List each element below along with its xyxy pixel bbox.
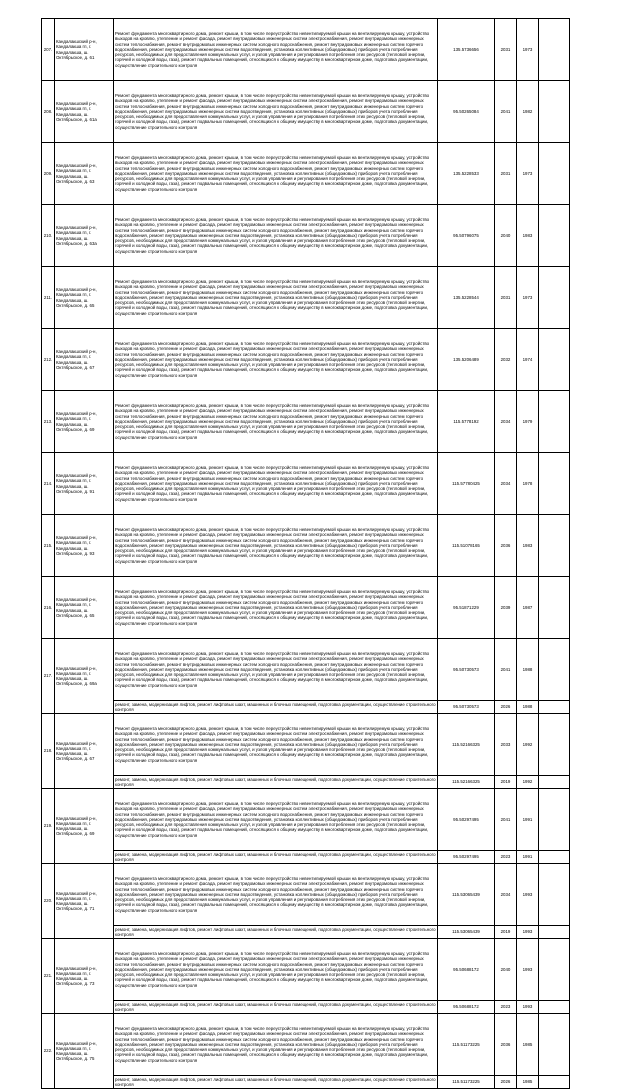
house-address: Кандалакшский р-н, Кандалакша гп, г. Кандалакша, ш. Октябрьское, д. 69а — [55, 639, 114, 714]
empty-cell — [539, 329, 570, 391]
empty-cell — [539, 19, 570, 81]
planned-year: 2031 — [495, 143, 517, 205]
build-year: 1979 — [517, 391, 539, 453]
work-description: Ремонт фундамента многоквартирного дома, ремонт крыши, в том числе переустройство невентилируемой крыши на вентилируемую крышу, устройство выходов на кровлю, утепление и ремонт фасада, ремонт внутридомовых инженерных систем электроснабжения, ремонт внутридомовых инженерных систем теплоснабжения, ремонт внутридомовых инженерных систем холодного водоснабжения, ремонт внутридомовых инженерных систем горячего водоснабжения, ремонт внутридомовых инженерных систем водоотведения, установка коллективных (общедомовых) приборов учета потребления ресурсов, необходимых для предоставления коммунальных услуг, и узлов управления и регулирования потребления этих ресурсов (тепловой энергии, горячей и холодной воды, газа), ремонт подвальных помещений, относящихся к общему имуществу в многоквартирном доме, подготовка документации, осуществление строительного контроля — [114, 1014, 438, 1076]
build-year: 1982 — [517, 81, 539, 143]
cost-value: 135.5228533 — [438, 143, 495, 205]
cost-value: 115.57780425 — [438, 453, 495, 515]
planned-year: 2031 — [495, 19, 517, 81]
work-description: Ремонт фундамента многоквартирного дома, ремонт крыши, в том числе переустройство невентилируемой крыши на вентилируемую крышу, устройство выходов на кровлю, утепление и ремонт фасада, ремонт внутридомовых инженерных систем электроснабжения, ремонт внутридомовых инженерных систем теплоснабжения, ремонт внутридомовых инженерных систем холодного водоснабжения, ремонт внутридомовых инженерных систем горячего водоснабжения, ремонт внутридомовых инженерных систем водоотведения, установка коллективных (общедомовых) приборов учета потребления ресурсов, необходимых для предоставления коммунальных услуг, и узлов управления и регулирования потребления этих ресурсов (тепловой энергии, горячей и холодной воды, газа), ремонт подвальных помещений, относящихся к общему имуществу в многоквартирном доме, подготовка документации, осуществление строительного контроля — [114, 515, 438, 577]
empty-cell — [539, 515, 570, 577]
build-year: 1978 — [517, 453, 539, 515]
cost-value: 115.53065439 — [438, 864, 495, 926]
row-number: 213. — [42, 391, 55, 453]
build-year: 1988 — [517, 701, 539, 714]
build-year: 1993 — [517, 926, 539, 939]
work-description: ремонт, замена, модернизация лифтов, ремонт лифтовых шахт, машинных и блочных помещений, подготовка документации, осуществление строительного контроля — [115, 701, 436, 712]
empty-cell — [539, 864, 570, 926]
empty-cell — [539, 453, 570, 515]
empty-cell — [539, 205, 570, 267]
planned-year: 2034 — [495, 391, 517, 453]
work-description: Ремонт фундамента многоквартирного дома, ремонт крыши, в том числе переустройство невентилируемой крыши на вентилируемую крышу, устройство выходов на кровлю, утепление и ремонт фасада, ремонт внутридомовых инженерных систем электроснабжения, ремонт внутридомовых инженерных систем теплоснабжения, ремонт внутридомовых инженерных систем холодного водоснабжения, ремонт внутридомовых инженерных систем горячего водоснабжения, ремонт внутридомовых инженерных систем водоотведения, установка коллективных (общедомовых) приборов учета потребления ресурсов, необходимых для предоставления коммунальных услуг, и узлов управления и регулирования потребления этих ресурсов (тепловой энергии, горячей и холодной воды, газа), ремонт подвальных помещений, относящихся к общему имуществу в многоквартирном доме, подготовка документации, осуществление строительного контроля — [114, 864, 438, 926]
work-description: ремонт, замена, модернизация лифтов, ремонт лифтовых шахт, машинных и блочных помещений, подготовка документации, осуществление строительного контроля — [115, 1001, 436, 1012]
house-address: Кандалакшский р-н, Кандалакша гп, г. Кандалакша, ш. Октябрьское, д. 67 — [55, 714, 114, 789]
house-address: Кандалакшский р-н, Кандалакша гп, г. Кандалакша, ш. Октябрьское, д. 63 — [55, 143, 114, 205]
empty-cell — [539, 639, 570, 701]
build-year: 1974 — [517, 329, 539, 391]
cost-value: 95.50297495 — [438, 851, 495, 864]
work-description: Ремонт фундамента многоквартирного дома, ремонт крыши, в том числе переустройство невентилируемой крыши на вентилируемую крышу, устройство выходов на кровлю, утепление и ремонт фасада, ремонт внутридомовых инженерных систем электроснабжения, ремонт внутридомовых инженерных систем теплоснабжения, ремонт внутридомовых инженерных систем холодного водоснабжения, ремонт внутридомовых инженерных систем горячего водоснабжения, ремонт внутридомовых инженерных систем водоотведения, установка коллективных (общедомовых) приборов учета потребления ресурсов, необходимых для предоставления коммунальных услуг, и узлов управления и регулирования потребления этих ресурсов (тепловой энергии, горячей и холодной воды, газа), ремонт подвальных помещений, относящихся к общему имуществу в многоквартирном доме, подготовка документации, осуществление строительного контроля — [114, 577, 438, 639]
build-year: 1983 — [517, 515, 539, 577]
planned-year: 2019 — [495, 926, 517, 939]
house-address: Кандалакшский р-н, Кандалакша гп, г. Кандалакша, ш. Октябрьское, д. 65 — [55, 267, 114, 329]
empty-cell — [539, 714, 570, 776]
cost-value: 115.53065439 — [438, 926, 495, 939]
planned-year: 2034 — [495, 453, 517, 515]
house-address: Кандалакшский р-н, Кандалакша гп, г. Кандалакша, ш. Октябрьское, д. 75 — [55, 1014, 114, 1089]
planned-year: 2034 — [495, 864, 517, 926]
row-number: 217. — [42, 639, 55, 714]
row-number: 221. — [42, 939, 55, 1014]
cost-value: 115.52166325 — [438, 714, 495, 776]
cost-value: 95.50796075 — [438, 205, 495, 267]
work-description: Ремонт фундамента многоквартирного дома, ремонт крыши, в том числе переустройство невентилируемой крыши на вентилируемую крышу, устройство выходов на кровлю, утепление и ремонт фасада, ремонт внутридомовых инженерных систем электроснабжения, ремонт внутридомовых инженерных систем теплоснабжения, ремонт внутридомовых инженерных систем холодного водоснабжения, ремонт внутридомовых инженерных систем горячего водоснабжения, ремонт внутридомовых инженерных систем водоотведения, установка коллективных (общедомовых) приборов учета потребления ресурсов, необходимых для предоставления коммунальных услуг, и узлов управления и регулирования потребления этих ресурсов (тепловой энергии, горячей и холодной воды, газа), ремонт подвальных помещений, относящихся к общему имуществу в многоквартирном доме, подготовка документации, осуществление строительного контроля — [114, 453, 438, 515]
house-address: Кандалакшский р-н, Кандалакша гп, г. Кандалакша, ш. Октябрьское, д. 93 — [55, 515, 114, 577]
empty-cell — [539, 1014, 570, 1076]
house-address: Кандалакшский р-н, Кандалакша гп, г. Кандалакша, ш. Октябрьское, д. 69 — [55, 789, 114, 864]
cost-value: 135.5736656 — [438, 19, 495, 81]
cost-value: 135.5206489 — [438, 329, 495, 391]
cost-value: 115.52166325 — [438, 776, 495, 789]
table-row — [42, 329, 570, 391]
work-description: Ремонт фундамента многоквартирного дома, ремонт крыши, в том числе переустройство невентилируемой крыши на вентилируемую крышу, устройство выходов на кровлю, утепление и ремонт фасада, ремонт внутридомовых инженерных систем электроснабжения, ремонт внутридомовых инженерных систем теплоснабжения, ремонт внутридомовых инженерных систем холодного водоснабжения, ремонт внутридомовых инженерных систем горячего водоснабжения, ремонт внутридомовых инженерных систем водоотведения, установка коллективных (общедомовых) приборов учета потребления ресурсов, необходимых для предоставления коммунальных услуг, и узлов управления и регулирования потребления этих ресурсов (тепловой энергии, горячей и холодной воды, газа), ремонт подвальных помещений, относящихся к общему имуществу в многоквартирном доме, подготовка документации, осуществление строительного контроля — [114, 939, 438, 1001]
planned-year: 2036 — [495, 515, 517, 577]
table-row — [42, 1001, 570, 1014]
build-year: 1988 — [517, 639, 539, 701]
empty-cell — [539, 939, 570, 1001]
table-row — [42, 639, 570, 701]
table-row — [42, 19, 570, 81]
build-year: 1985 — [517, 1014, 539, 1076]
empty-cell — [539, 926, 570, 939]
build-year: 1973 — [517, 143, 539, 205]
work-description: ремонт, замена, модернизация лифтов, ремонт лифтовых шахт, машинных и блочных помещений, подготовка документации, осуществление строительного контроля — [115, 1076, 436, 1087]
work-description: Ремонт фундамента многоквартирного дома, ремонт крыши, в том числе переустройство невентилируемой крыши на вентилируемую крышу, устройство выходов на кровлю, утепление и ремонт фасада, ремонт внутридомовых инженерных систем электроснабжения, ремонт внутридомовых инженерных систем теплоснабжения, ремонт внутридомовых инженерных систем холодного водоснабжения, ремонт внутридомовых инженерных систем горячего водоснабжения, ремонт внутридомовых инженерных систем водоотведения, установка коллективных (общедомовых) приборов учета потребления ресурсов, необходимых для предоставления коммунальных услуг, и узлов управления и регулирования потребления этих ресурсов (тепловой энергии, горячей и холодной воды, газа), ремонт подвальных помещений, относящихся к общему имуществу в многоквартирном доме, подготовка документации, осуществление строительного контроля — [114, 267, 438, 329]
row-number: 211. — [42, 267, 55, 329]
cost-value: 115.5778192 — [438, 391, 495, 453]
house-address: Кандалакшский р-н, Кандалакша гп, г. Кандалакша, ш. Октябрьское, д. 67 — [55, 329, 114, 391]
table-row — [42, 205, 570, 267]
work-description: Ремонт фундамента многоквартирного дома, ремонт крыши, в том числе переустройство невентилируемой крыши на вентилируемую крышу, устройство выходов на кровлю, утепление и ремонт фасада, ремонт внутридомовых инженерных систем электроснабжения, ремонт внутридомовых инженерных систем теплоснабжения, ремонт внутридомовых инженерных систем холодного водоснабжения, ремонт внутридомовых инженерных систем горячего водоснабжения, ремонт внутридомовых инженерных систем водоотведения, установка коллективных (общедомовых) приборов учета потребления ресурсов, необходимых для предоставления коммунальных услуг, и узлов управления и регулирования потребления этих ресурсов (тепловой энергии, горячей и холодной воды, газа), ремонт подвальных помещений, относящихся к общему имуществу в многоквартирном доме, подготовка документации, осуществление строительного контроля — [114, 391, 438, 453]
table-row — [42, 391, 570, 453]
build-year: 1993 — [517, 864, 539, 926]
work-description: Ремонт фундамента многоквартирного дома, ремонт крыши, в том числе переустройство невентилируемой крыши на вентилируемую крышу, устройство выходов на кровлю, утепление и ремонт фасада, ремонт внутридомовых инженерных систем электроснабжения, ремонт внутридомовых инженерных систем теплоснабжения, ремонт внутридомовых инженерных систем холодного водоснабжения, ремонт внутридомовых инженерных систем горячего водоснабжения, ремонт внутридомовых инженерных систем водоотведения, установка коллективных (общедомовых) приборов учета потребления ресурсов, необходимых для предоставления коммунальных услуг, и узлов управления и регулирования потребления этих ресурсов (тепловой энергии, горячей и холодной воды, газа), ремонт подвальных помещений, относящихся к общему имуществу в многоквартирном доме, подготовка документации, осуществление строительного контроля — [114, 19, 438, 81]
empty-cell — [539, 143, 570, 205]
house-address: Кандалакшский р-н, Кандалакша гп, г. Кандалакша, ш. Октябрьское, д. 73 — [55, 939, 114, 1014]
planned-year: 2040 — [495, 205, 517, 267]
empty-cell — [539, 851, 570, 864]
work-description: ремонт, замена, модернизация лифтов, ремонт лифтовых шахт, машинных и блочных помещений, подготовка документации, осуществление строительного контроля — [115, 776, 436, 787]
build-year: 1991 — [517, 789, 539, 851]
house-address: Кандалакшский р-н, Кандалакша гп, г. Кандалакша, ш. Октябрьское, д. 65 — [55, 577, 114, 639]
row-number: 209. — [42, 143, 55, 205]
table-body — [42, 19, 570, 1089]
cost-value: 95.51871229 — [438, 577, 495, 639]
table-row — [42, 81, 570, 143]
empty-cell — [539, 81, 570, 143]
house-address: Кандалакшский р-н, Кандалакша гп, г. Кандалакша, ш. Октябрьское, д. 61 — [55, 19, 114, 81]
empty-cell — [539, 391, 570, 453]
planned-year: 2041 — [495, 81, 517, 143]
build-year: 1987 — [517, 577, 539, 639]
house-address: Кандалакшский р-н, Кандалакша гп, г. Кандалакша, ш. Октябрьское, д. 91 — [55, 453, 114, 515]
house-address: Кандалакшский р-н, Кандалакша гп, г. Кандалакша, ш. Октябрьское, д. 63а — [55, 205, 114, 267]
cost-value: 95.50297495 — [438, 789, 495, 851]
table-row — [42, 143, 570, 205]
planned-year: 2026 — [495, 1076, 517, 1089]
build-year: 1992 — [517, 714, 539, 776]
build-year: 1983 — [517, 205, 539, 267]
planned-year: 2026 — [495, 701, 517, 714]
table-row — [42, 851, 570, 864]
table-row — [42, 701, 570, 714]
empty-cell — [539, 789, 570, 851]
cost-value: 115.51173225 — [438, 1076, 495, 1089]
build-year: 1991 — [517, 851, 539, 864]
work-description: Ремонт фундамента многоквартирного дома, ремонт крыши, в том числе переустройство невентилируемой крыши на вентилируемую крышу, устройство выходов на кровлю, утепление и ремонт фасада, ремонт внутридомовых инженерных систем электроснабжения, ремонт внутридомовых инженерных систем теплоснабжения, ремонт внутридомовых инженерных систем холодного водоснабжения, ремонт внутридомовых инженерных систем горячего водоснабжения, ремонт внутридомовых инженерных систем водоотведения, установка коллективных (общедомовых) приборов учета потребления ресурсов, необходимых для предоставления коммунальных услуг, и узлов управления и регулирования потребления этих ресурсов (тепловой энергии, горячей и холодной воды, газа), ремонт подвальных помещений, относящихся к общему имуществу в многоквартирном доме, подготовка документации, осуществление строительного контроля — [114, 789, 438, 851]
row-number: 214. — [42, 453, 55, 515]
table-row — [42, 789, 570, 851]
planned-year: 2023 — [495, 851, 517, 864]
table-row — [42, 453, 570, 515]
planned-year: 2041 — [495, 789, 517, 851]
planned-year: 2019 — [495, 776, 517, 789]
work-description: ремонт, замена, модернизация лифтов, ремонт лифтовых шахт, машинных и блочных помещений, подготовка документации, осуществление строительного контроля — [115, 926, 436, 937]
row-number: 219. — [42, 789, 55, 864]
empty-cell — [539, 701, 570, 714]
row-number: 208. — [42, 81, 55, 143]
cost-value: 95.50730573 — [438, 639, 495, 701]
planned-year: 2040 — [495, 939, 517, 1001]
empty-cell — [539, 1076, 570, 1089]
table-row — [42, 926, 570, 939]
work-description: Ремонт фундамента многоквартирного дома, ремонт крыши, в том числе переустройство невентилируемой крыши на вентилируемую крышу, устройство выходов на кровлю, утепление и ремонт фасада, ремонт внутридомовых инженерных систем электроснабжения, ремонт внутридомовых инженерных систем теплоснабжения, ремонт внутридомовых инженерных систем холодного водоснабжения, ремонт внутридомовых инженерных систем горячего водоснабжения, ремонт внутридомовых инженерных систем водоотведения, установка коллективных (общедомовых) приборов учета потребления ресурсов, необходимых для предоставления коммунальных услуг, и узлов управления и регулирования потребления этих ресурсов (тепловой энергии, горячей и холодной воды, газа), ремонт подвальных помещений, относящихся к общему имуществу в многоквартирном доме, подготовка документации, осуществление строительного контроля — [114, 81, 438, 143]
row-number: 212. — [42, 329, 55, 391]
planned-year: 2039 — [495, 577, 517, 639]
row-number: 207. — [42, 19, 55, 81]
table-row — [42, 939, 570, 1001]
table-row — [42, 864, 570, 926]
planned-year: 2041 — [495, 639, 517, 701]
planned-year: 2031 — [495, 267, 517, 329]
planned-year: 2023 — [495, 1001, 517, 1014]
table-row — [42, 714, 570, 776]
cost-value: 115.51078165 — [438, 515, 495, 577]
work-description: Ремонт фундамента многоквартирного дома, ремонт крыши, в том числе переустройство невентилируемой крыши на вентилируемую крышу, устройство выходов на кровлю, утепление и ремонт фасада, ремонт внутридомовых инженерных систем электроснабжения, ремонт внутридомовых инженерных систем теплоснабжения, ремонт внутридомовых инженерных систем холодного водоснабжения, ремонт внутридомовых инженерных систем горячего водоснабжения, ремонт внутридомовых инженерных систем водоотведения, установка коллективных (общедомовых) приборов учета потребления ресурсов, необходимых для предоставления коммунальных услуг, и узлов управления и регулирования потребления этих ресурсов (тепловой энергии, горячей и холодной воды, газа), ремонт подвальных помещений, относящихся к общему имуществу в многоквартирном доме, подготовка документации, осуществление строительного контроля — [114, 714, 438, 776]
cost-value: 135.5228544 — [438, 267, 495, 329]
cost-value: 95.50265084 — [438, 81, 495, 143]
table-row — [42, 267, 570, 329]
build-year: 1993 — [517, 1001, 539, 1014]
table-row — [42, 515, 570, 577]
build-year: 1973 — [517, 267, 539, 329]
table-row — [42, 776, 570, 789]
cost-value: 95.50688172 — [438, 1001, 495, 1014]
empty-cell — [539, 1001, 570, 1014]
work-description: Ремонт фундамента многоквартирного дома, ремонт крыши, в том числе переустройство невентилируемой крыши на вентилируемую крышу, устройство выходов на кровлю, утепление и ремонт фасада, ремонт внутридомовых инженерных систем электроснабжения, ремонт внутридомовых инженерных систем теплоснабжения, ремонт внутридомовых инженерных систем холодного водоснабжения, ремонт внутридомовых инженерных систем горячего водоснабжения, ремонт внутридомовых инженерных систем водоотведения, установка коллективных (общедомовых) приборов учета потребления ресурсов, необходимых для предоставления коммунальных услуг, и узлов управления и регулирования потребления этих ресурсов (тепловой энергии, горячей и холодной воды, газа), ремонт подвальных помещений, относящихся к общему имуществу в многоквартирном доме, подготовка документации, осуществление строительного контроля — [114, 329, 438, 391]
work-description: Ремонт фундамента многоквартирного дома, ремонт крыши, в том числе переустройство невентилируемой крыши на вентилируемую крышу, устройство выходов на кровлю, утепление и ремонт фасада, ремонт внутридомовых инженерных систем электроснабжения, ремонт внутридомовых инженерных систем теплоснабжения, ремонт внутридомовых инженерных систем холодного водоснабжения, ремонт внутридомовых инженерных систем горячего водоснабжения, ремонт внутридомовых инженерных систем водоотведения, установка коллективных (общедомовых) приборов учета потребления ресурсов, необходимых для предоставления коммунальных услуг, и узлов управления и регулирования потребления этих ресурсов (тепловой энергии, горячей и холодной воды, газа), ремонт подвальных помещений, относящихся к общему имуществу в многоквартирном доме, подготовка документации, осуществление строительного контроля — [114, 205, 438, 267]
row-number: 220. — [42, 864, 55, 939]
build-year: 1992 — [517, 776, 539, 789]
table-row — [42, 1076, 570, 1089]
house-address: Кандалакшский р-н, Кандалакша гп, г. Кандалакша, ш. Октябрьское, д. 69 — [55, 391, 114, 453]
table-row — [42, 1014, 570, 1076]
planned-year: 2033 — [495, 714, 517, 776]
row-number: 218. — [42, 714, 55, 789]
cost-value: 115.51173225 — [438, 1014, 495, 1076]
empty-cell — [539, 267, 570, 329]
planned-year: 2032 — [495, 329, 517, 391]
house-address: Кандалакшский р-н, Кандалакша гп, г. Кандалакша, ш. Октябрьское, д. 61а — [55, 81, 114, 143]
row-number: 216. — [42, 577, 55, 639]
row-number: 210. — [42, 205, 55, 267]
build-year: 1985 — [517, 1076, 539, 1089]
capital-repair-table — [41, 18, 570, 1089]
empty-cell — [539, 776, 570, 789]
table-row — [42, 577, 570, 639]
work-description: ремонт, замена, модернизация лифтов, ремонт лифтовых шахт, машинных и блочных помещений, подготовка документации, осуществление строительного контроля — [115, 851, 436, 862]
row-number: 222. — [42, 1014, 55, 1089]
cost-value: 95.50730573 — [438, 701, 495, 714]
build-year: 1973 — [517, 19, 539, 81]
empty-cell — [539, 577, 570, 639]
work-description: Ремонт фундамента многоквартирного дома, ремонт крыши, в том числе переустройство невентилируемой крыши на вентилируемую крышу, устройство выходов на кровлю, утепление и ремонт фасада, ремонт внутридомовых инженерных систем электроснабжения, ремонт внутридомовых инженерных систем теплоснабжения, ремонт внутридомовых инженерных систем холодного водоснабжения, ремонт внутридомовых инженерных систем горячего водоснабжения, ремонт внутридомовых инженерных систем водоотведения, установка коллективных (общедомовых) приборов учета потребления ресурсов, необходимых для предоставления коммунальных услуг, и узлов управления и регулирования потребления этих ресурсов (тепловой энергии, горячей и холодной воды, газа), ремонт подвальных помещений, относящихся к общему имуществу в многоквартирном доме, подготовка документации, осуществление строительного контроля — [114, 639, 438, 701]
build-year: 1993 — [517, 939, 539, 1001]
cost-value: 95.50688172 — [438, 939, 495, 1001]
work-description: Ремонт фундамента многоквартирного дома, ремонт крыши, в том числе переустройство невентилируемой крыши на вентилируемую крышу, устройство выходов на кровлю, утепление и ремонт фасада, ремонт внутридомовых инженерных систем электроснабжения, ремонт внутридомовых инженерных систем теплоснабжения, ремонт внутридомовых инженерных систем холодного водоснабжения, ремонт внутридомовых инженерных систем горячего водоснабжения, ремонт внутридомовых инженерных систем водоотведения, установка коллективных (общедомовых) приборов учета потребления ресурсов, необходимых для предоставления коммунальных услуг, и узлов управления и регулирования потребления этих ресурсов (тепловой энергии, горячей и холодной воды, газа), ремонт подвальных помещений, относящихся к общему имуществу в многоквартирном доме, подготовка документации, осуществление строительного контроля — [114, 143, 438, 205]
planned-year: 2036 — [495, 1014, 517, 1076]
house-address: Кандалакшский р-н, Кандалакша гп, г. Кандалакша, ш. Октябрьское, д. 71 — [55, 864, 114, 939]
row-number: 215. — [42, 515, 55, 577]
